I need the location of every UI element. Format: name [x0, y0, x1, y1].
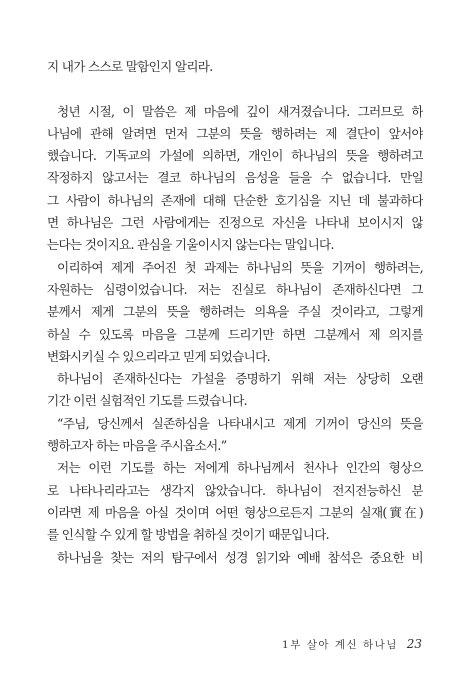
text-line: 행하고자 하는 마음을 주시옵소서.” [47, 438, 227, 454]
text-line: 자원하는 심령이었습니다. 저는 진실로 하나님이 존재하신다면 그 [47, 281, 423, 297]
text-line: 지 내가 스스로 말함인지 알리라. [47, 59, 213, 74]
text-line: 그 사람이 하나님의 존재에 대해 단순한 호기심을 지닌 데 불과하다 [47, 192, 423, 208]
running-head: 1부 살아 계신 하나님 [282, 639, 398, 651]
text-line: 이라면 제 마음을 아실 것이며 어떤 형상으로든지 그분의 실재(實在) [47, 504, 423, 520]
text-line: 기간 이런 실험적인 기도를 드렸습니다. [47, 393, 247, 409]
text-line: “주님, 당신께서 실존하심을 나타내시고 제게 기꺼이 당신의 뜻을 [57, 415, 423, 431]
text-line: 는다는 것이지요. 관심을 기울이시지 않는다는 말입니다. [47, 237, 334, 253]
page-number: 23 [406, 637, 422, 651]
text-line: 분께서 제게 그분의 뜻을 행하려는 의욕을 주실 것이라고, 그렇게 [47, 304, 423, 320]
text-line: 했습니다. 기독교의 가설에 의하면, 개인이 하나님의 뜻을 행하려고 [47, 148, 423, 164]
body-text [47, 56, 423, 569]
paragraph-gap [47, 78, 423, 100]
text-line: 변화시키실 수 있으리라고 믿게 되었습니다. [47, 348, 270, 364]
text-line: 면 하나님은 그런 사람에게는 진정으로 자신을 나타내 보이시지 않 [47, 215, 423, 231]
text-line: 저는 이런 기도를 하는 저에게 하나님께서 천사나 인간의 형상으 [57, 460, 423, 476]
text-line: 를 인식할 수 있게 할 방법을 취하실 것이기 때문입니다. [47, 527, 329, 543]
text-line: 청년 시절, 이 말씀은 제 마음에 깊이 새겨졌습니다. 그러므로 하 [57, 103, 423, 119]
text-line: 하나님을 찾는 저의 탐구에서 성경 읽기와 예배 참석은 중요한 비 [57, 549, 423, 565]
text-line: 이리하여 제게 주어진 첫 과제는 하나님의 뜻을 기꺼이 행하려는, [57, 259, 423, 275]
text-line: 나님에 관해 알려면 먼저 그분의 뜻을 행하려는 제 결단이 앞서야 [47, 125, 423, 141]
page-footer [282, 637, 422, 652]
text-line: 하실 수 있도록 마음을 그분께 드리기만 하면 그분께서 제 의지를 [47, 326, 423, 342]
text-line: 작정하지 않고서는 결코 하나님의 음성을 들을 수 없습니다. 만일 [47, 170, 423, 186]
text-line: 로 나타나리라고는 생각지 않았습니다. 하나님이 전지전능하신 분 [47, 482, 423, 498]
text-line: 하나님이 존재하신다는 가설을 증명하기 위해 저는 상당히 오랜 [57, 371, 423, 387]
